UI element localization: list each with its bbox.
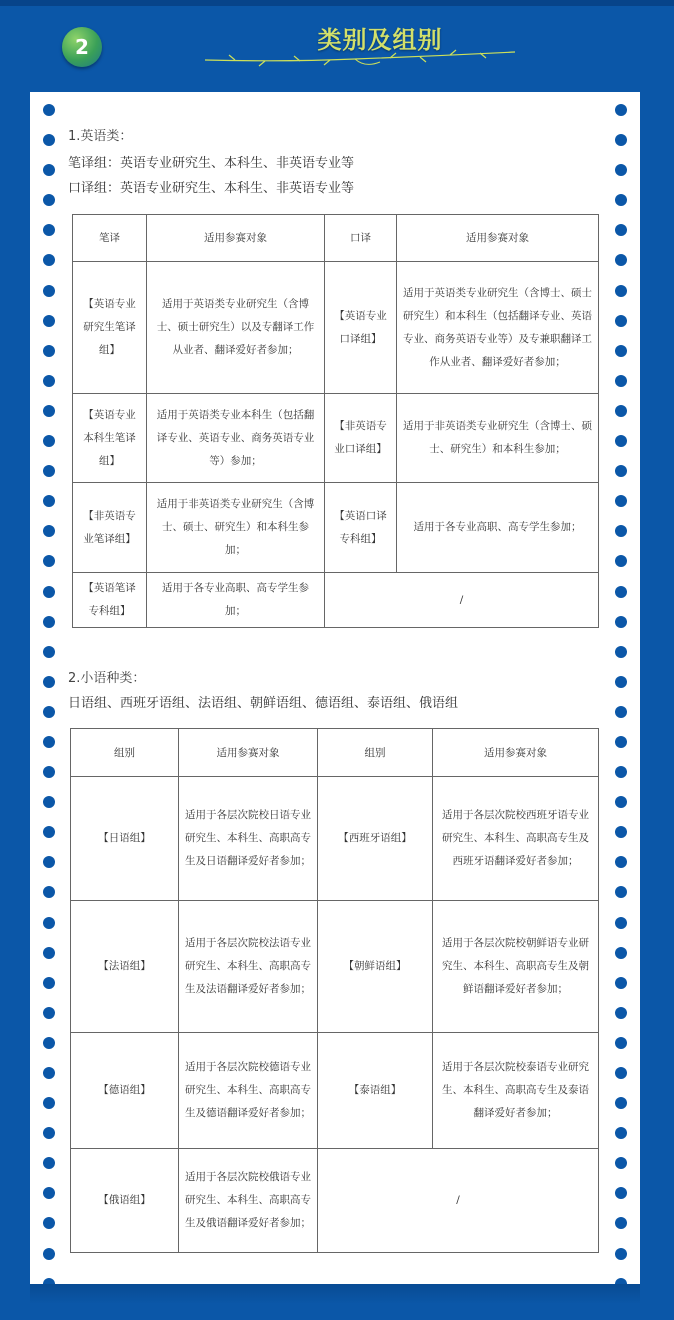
binder-hole	[615, 736, 627, 748]
group-cell: 【西班牙语组】	[318, 777, 433, 901]
binder-hole	[43, 555, 55, 567]
binder-hole	[615, 1248, 627, 1260]
binder-hole	[43, 405, 55, 417]
group-cell: 【俄语组】	[71, 1149, 179, 1253]
binder-hole	[615, 1067, 627, 1079]
binder-hole	[615, 676, 627, 688]
english-heading: 1.英语类：	[68, 129, 133, 144]
binder-hole	[615, 1037, 627, 1049]
binder-hole	[615, 917, 627, 929]
binder-hole	[615, 856, 627, 868]
minor-language-table	[70, 728, 599, 1253]
eligibility-cell: 适用于各层次院校俄语专业研究生、本科生、高职高专生及俄语翻译爱好者参加；	[179, 1149, 318, 1253]
eligibility-cell: 适用于各专业高职、高专学生参加；	[147, 573, 325, 628]
binder-hole	[615, 1157, 627, 1169]
binder-hole	[615, 1187, 627, 1199]
binder-hole	[615, 495, 627, 507]
binder-hole	[615, 345, 627, 357]
group-cell: 【英语口译专科组】	[325, 483, 397, 573]
group-cell: 【泰语组】	[318, 1033, 433, 1149]
table-row	[71, 777, 599, 901]
binder-hole	[43, 766, 55, 778]
binder-hole	[43, 285, 55, 297]
binder-hole	[43, 465, 55, 477]
binder-hole	[43, 345, 55, 357]
binder-hole	[615, 375, 627, 387]
binder-hole	[615, 465, 627, 477]
english-oral-line: 口译组：英语专业研究生、本科生、非英语专业等	[68, 181, 355, 196]
binder-hole	[43, 796, 55, 808]
eligibility-cell: 适用于各层次院校泰语专业研究生、本科生、高职高专生及泰语翻译爱好者参加；	[433, 1033, 599, 1149]
binder-hole	[43, 525, 55, 537]
binder-hole	[615, 706, 627, 718]
binder-hole	[43, 194, 55, 206]
table-row	[73, 394, 599, 483]
minor-groups-line: 日语组、西班牙语组、法语组、朝鲜语组、德语组、泰语组、俄语组	[68, 696, 459, 711]
minor-heading: 2.小语种类：	[68, 671, 146, 686]
binder-hole	[615, 826, 627, 838]
binder-hole	[615, 164, 627, 176]
group-cell: 【英语笔译专科组】	[73, 573, 147, 628]
binder-hole	[615, 285, 627, 297]
binder-hole	[615, 194, 627, 206]
table-row	[71, 901, 599, 1033]
group-cell: 【日语组】	[71, 777, 179, 901]
binder-holes-right	[615, 104, 627, 1308]
binder-hole	[43, 886, 55, 898]
binder-hole	[43, 856, 55, 868]
group-cell: 【德语组】	[71, 1033, 179, 1149]
binder-hole	[43, 1007, 55, 1019]
binder-hole	[615, 796, 627, 808]
header-cell: 笔译	[73, 215, 147, 262]
binder-hole	[615, 555, 627, 567]
binder-hole	[615, 104, 627, 116]
binder-hole	[43, 646, 55, 658]
eligibility-cell: 适用于英语类专业研究生（含博士、硕士研究生）以及专翻译工作从业者、翻译爱好者参加；	[147, 262, 325, 394]
group-cell: 【法语组】	[71, 901, 179, 1033]
binder-hole	[43, 1067, 55, 1079]
eligibility-cell: 适用于英语类专业本科生（包括翻译专业、英语专业、商务英语专业等）参加；	[147, 394, 325, 483]
binder-hole	[43, 706, 55, 718]
binder-hole	[615, 1127, 627, 1139]
header-cell: 口译	[325, 215, 397, 262]
binder-hole	[615, 134, 627, 146]
binder-hole	[43, 616, 55, 628]
binder-hole	[43, 224, 55, 236]
header-cell: 适用参赛对象	[433, 729, 599, 777]
binder-hole	[43, 977, 55, 989]
binder-hole	[615, 947, 627, 959]
binder-hole	[43, 104, 55, 116]
table-row	[73, 262, 599, 394]
binder-hole	[43, 826, 55, 838]
binder-hole	[43, 586, 55, 598]
binder-hole	[43, 164, 55, 176]
binder-hole	[43, 375, 55, 387]
binder-hole	[43, 254, 55, 266]
table-row	[73, 573, 599, 628]
eligibility-cell: 适用于各层次院校德语专业研究生、本科生、高职高专生及德语翻译爱好者参加；	[179, 1033, 318, 1149]
binder-hole	[615, 254, 627, 266]
eligibility-cell: 适用于各层次院校法语专业研究生、本科生、高职高专生及法语翻译爱好者参加；	[179, 901, 318, 1033]
group-cell: 【英语专业口译组】	[325, 262, 397, 394]
header-cell: 适用参赛对象	[179, 729, 318, 777]
eligibility-cell: 适用于英语类专业研究生（含博士、硕士研究生）和本科生（包括翻译专业、英语专业、商务英语专业等）及专兼职翻译工作从业者、翻译爱好者参加；	[397, 262, 599, 394]
eligibility-cell: 适用于各层次院校日语专业研究生、本科生、高职高专生及日语翻译爱好者参加；	[179, 777, 318, 901]
binder-hole	[43, 947, 55, 959]
section-number-badge: 2	[62, 27, 102, 67]
binder-hole	[43, 1127, 55, 1139]
binder-hole	[615, 224, 627, 236]
group-cell: 【非英语专业笔译组】	[73, 483, 147, 573]
binder-hole	[43, 1217, 55, 1229]
header-cell: 组别	[71, 729, 179, 777]
table-row	[71, 1149, 599, 1253]
binder-hole	[615, 977, 627, 989]
header-cell: 适用参赛对象	[147, 215, 325, 262]
content-sheet	[30, 92, 640, 1284]
group-cell: 【英语专业研究生笔译组】	[73, 262, 147, 394]
binder-hole	[615, 766, 627, 778]
binder-hole	[43, 676, 55, 688]
header-cell: 适用参赛对象	[397, 215, 599, 262]
binder-hole	[615, 1007, 627, 1019]
group-cell: 【朝鲜语组】	[318, 901, 433, 1033]
binder-hole	[615, 886, 627, 898]
binder-hole	[43, 1248, 55, 1260]
binder-hole	[43, 1187, 55, 1199]
binder-hole	[43, 1037, 55, 1049]
binder-hole	[43, 134, 55, 146]
sheet-shadow	[30, 1284, 640, 1304]
binder-hole	[43, 315, 55, 327]
binder-hole	[615, 646, 627, 658]
header-cell: 组别	[318, 729, 433, 777]
eligibility-cell: 适用于各专业高职、高专学生参加；	[397, 483, 599, 573]
binder-hole	[615, 616, 627, 628]
table-row	[71, 1033, 599, 1149]
section-title: 类别及组别	[317, 26, 443, 54]
top-band	[0, 0, 674, 6]
empty-cell: /	[325, 573, 599, 628]
vine-ornament-icon	[205, 48, 515, 70]
eligibility-cell: 适用于各层次院校朝鲜语专业研究生、本科生、高职高专生及朝鲜语翻译爱好者参加；	[433, 901, 599, 1033]
empty-cell: /	[318, 1149, 599, 1253]
group-cell: 【英语专业本科生笔译组】	[73, 394, 147, 483]
eligibility-cell: 适用于非英语类专业研究生（含博士、硕士、研究生）和本科生参加；	[147, 483, 325, 573]
english-written-line: 笔译组：英语专业研究生、本科生、非英语专业等	[68, 156, 355, 171]
binder-hole	[615, 525, 627, 537]
eligibility-cell: 适用于非英语类专业研究生（含博士、硕士、研究生）和本科生参加；	[397, 394, 599, 483]
binder-holes-left	[43, 104, 55, 1308]
binder-hole	[615, 405, 627, 417]
binder-hole	[43, 1157, 55, 1169]
binder-hole	[43, 736, 55, 748]
binder-hole	[615, 586, 627, 598]
binder-hole	[615, 1097, 627, 1109]
binder-hole	[43, 1097, 55, 1109]
binder-hole	[43, 435, 55, 447]
english-table	[72, 214, 599, 628]
binder-hole	[615, 435, 627, 447]
binder-hole	[43, 917, 55, 929]
eligibility-cell: 适用于各层次院校西班牙语专业研究生、本科生、高职高专生及西班牙语翻译爱好者参加；	[433, 777, 599, 901]
binder-hole	[43, 495, 55, 507]
binder-hole	[615, 1217, 627, 1229]
table-row	[73, 483, 599, 573]
group-cell: 【非英语专业口译组】	[325, 394, 397, 483]
binder-hole	[615, 315, 627, 327]
